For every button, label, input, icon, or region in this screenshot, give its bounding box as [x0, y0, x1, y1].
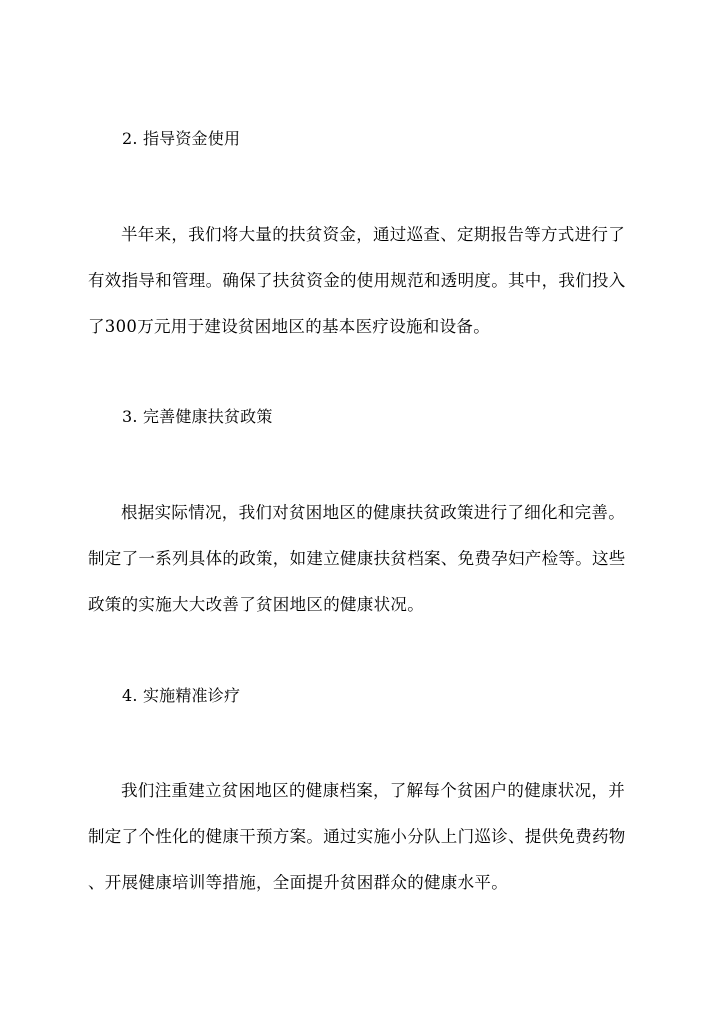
paragraph-line: 有效指导和管理。确保了扶贫资金的使用规范和透明度。其中，我们投入	[88, 271, 626, 290]
section-heading-diagnosis: 4. 实施精准诊疗	[122, 686, 241, 705]
paragraph-diagnosis	[88, 768, 633, 906]
paragraph-line: 政策的实施大大改善了贫困地区的健康状况。	[88, 595, 424, 614]
paragraph-policy	[88, 490, 633, 628]
paragraph-line: 根据实际情况，我们对贫困地区的健康扶贫政策进行了细化和完善。	[121, 503, 625, 522]
paragraph-funds	[88, 212, 633, 350]
paragraph-line: 、开展健康培训等措施，全面提升贫困群众的健康水平。	[88, 873, 508, 892]
paragraph-line: 我们注重建立贫困地区的健康档案，了解每个贫困户的健康状况，并	[121, 781, 625, 800]
paragraph-line: 半年来，我们将大量的扶贫资金，通过巡查、定期报告等方式进行了	[121, 225, 625, 244]
paragraph-line: 制定了个性化的健康干预方案。通过实施小分队上门巡诊、提供免费药物	[88, 827, 626, 846]
paragraph-line: 制定了一系列具体的政策，如建立健康扶贫档案、免费孕妇产检等。这些	[88, 549, 626, 568]
section-heading-policy: 3. 完善健康扶贫政策	[122, 407, 273, 426]
paragraph-line: 了300万元用于建设贫困地区的基本医疗设施和设备。	[88, 317, 490, 336]
section-heading-funds: 2. 指导资金使用	[122, 129, 241, 148]
